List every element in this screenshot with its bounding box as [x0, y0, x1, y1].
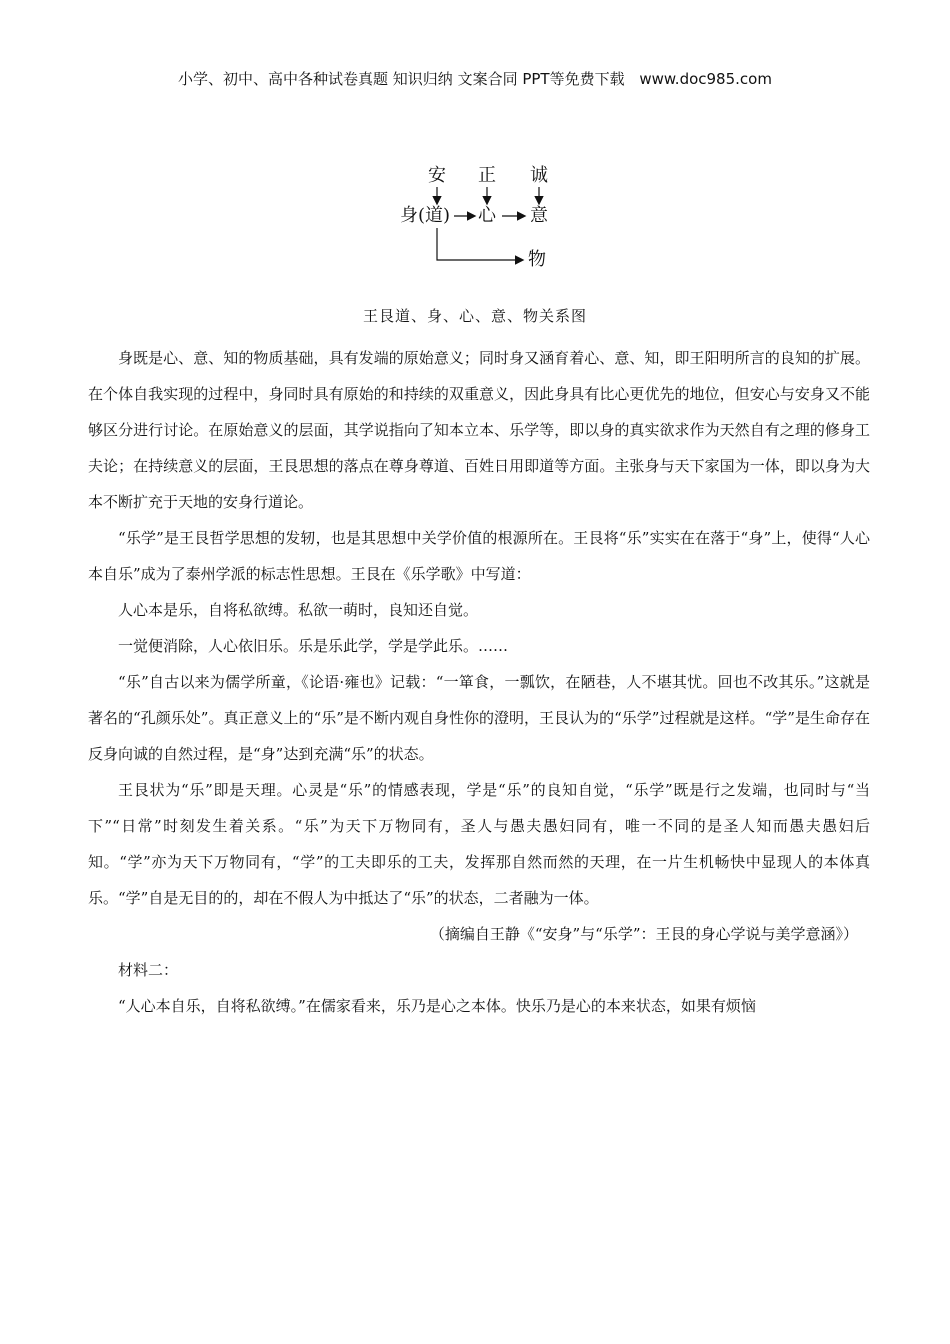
- label-body-dao: 身(道): [400, 205, 451, 226]
- poem-line-2: 一觉便消除，人心依旧乐。乐是乐此学，学是学此乐。……: [118, 637, 509, 655]
- diagram-caption: 王艮道、身、心、意、物关系图: [362, 307, 587, 325]
- poem-line-1: 人心本是乐，自将私欲缚。私欲一萌时，良知还自觉。: [118, 601, 479, 619]
- material-2-first-line: “人心本自乐，自将私欲缚。”在儒家看来，乐乃是心之本体。快乐乃是心的本来状态，如果有烦恼: [118, 997, 756, 1015]
- arrow-body-to-thing: [437, 228, 522, 260]
- paragraph-1: 身既是心、意、知的物质基础，具有发端的原始意义；同时身又涵育着心、意、知，即王阳明所言的良知的扩展。在个体自我实现的过程中，身同时具有原始的和持续的双重意义，因此身具有比心更优先的地位，但安心与安身又不能够区分进行讨论。在原始意义的层面，其学说指向了知本立本、乐学等，即以身的真实欲求作为天然自有之理的修身工夫论；在持续意义的层面，王艮思想的落点在尊身尊道、百姓日用即道等方面。主张身与天下家国为一体，即以身为大本不断扩充于天地的安身行道论。: [88, 349, 870, 511]
- source-citation: （摘编自王静《“安身”与“乐学”：王艮的身心学说与美学意涵》）: [429, 925, 858, 943]
- label-zheng: 正: [478, 165, 496, 186]
- header-text: 小学、初中、高中各种试卷真题 知识归纳 文案合同 PPT等免费下载: [178, 70, 625, 88]
- paragraph-3: “乐”自古以来为儒学所童，《论语·雍也》记载：“一箪食，一瓢饮，在陋巷，人不堪其忧。回也不改其乐。”这就是著名的“孔颜乐处”。真正意义上的“乐”是不断内观自身性你的澄明，王艮认为的“乐学”过程就是这样。“学”是生命存在反身向诚的自然过程，是“身”达到充满“乐”的状态。: [88, 673, 870, 763]
- paragraph-2: “乐学”是王艮哲学思想的发轫，也是其思想中关学价值的根源所在。王艮将“乐”实实在在落于“身”上，使得“人心本自乐”成为了泰州学派的标志性思想。王艮在《乐学歌》中写道：: [88, 529, 870, 583]
- paragraph-4: 王艮状为“乐”即是天理。心灵是“乐”的情感表现，学是“乐”的良知自觉，“乐学”既是行之发端，也同时与“当下”“日常”时刻发生着关系。“乐”为天下万物同有，圣人与愚夫愚妇同有，唯一不同的是圣人知而愚夫愚妇后知。“学”亦为天下万物同有，“学”的工夫即乐的工夫，发挥那自然而然的天理，在一片生机畅快中显现人的本体真乐。“学”自是无目的的，却在不假人为中抵达了“乐”的状态，二者融为一体。: [88, 781, 870, 907]
- article-body: [88, 340, 870, 1024]
- page-header: [0, 68, 950, 89]
- label-intent: 意: [530, 205, 548, 226]
- label-cheng: 诚: [530, 165, 548, 186]
- header-url[interactable]: www.doc985.com: [639, 70, 772, 88]
- relation-diagram: [390, 160, 570, 280]
- diagram-arrows: [390, 160, 570, 280]
- material-2-label: 材料二：: [118, 961, 179, 979]
- label-thing: 物: [528, 249, 546, 270]
- label-an: 安: [428, 165, 446, 186]
- label-heart: 心: [478, 205, 496, 226]
